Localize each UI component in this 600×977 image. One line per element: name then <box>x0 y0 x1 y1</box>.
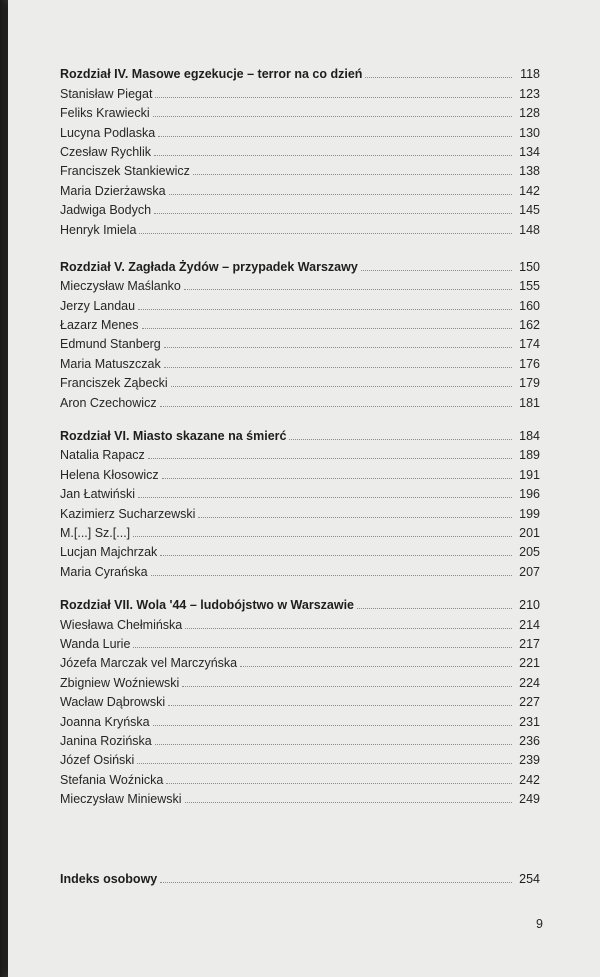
book-page <box>8 0 600 977</box>
entry-page: 199 <box>519 506 540 521</box>
toc-entry[interactable] <box>60 690 540 709</box>
chapter-heading[interactable] <box>60 62 540 81</box>
entry-name: Franciszek Ząbecki <box>60 376 168 391</box>
entry-name: Wacław Dąbrowski <box>60 695 166 710</box>
entry-name: Mieczysław Miniewski <box>60 792 182 807</box>
entry-page: 176 <box>519 356 540 371</box>
toc-entry[interactable] <box>60 767 540 786</box>
dot-leader <box>148 457 512 459</box>
dot-leader <box>137 762 512 764</box>
toc-entry[interactable] <box>60 748 540 767</box>
entry-name: Lucyna Podlaska <box>60 125 156 140</box>
entry-page: 138 <box>519 164 540 179</box>
entry-name: Edmund Stanberg <box>60 337 161 352</box>
entry-page: 201 <box>519 525 540 540</box>
entry-page: 231 <box>519 714 540 729</box>
dot-leader <box>133 535 512 537</box>
dot-leader <box>357 607 512 609</box>
entry-name: Joanna Kryńska <box>60 714 150 729</box>
entry-name: Jerzy Landau <box>60 298 136 313</box>
dot-leader <box>164 366 512 368</box>
toc-entry[interactable] <box>60 482 540 501</box>
entry-name: Maria Cyrańska <box>60 564 148 579</box>
toc-entry[interactable] <box>60 632 540 651</box>
toc-entry[interactable] <box>60 540 540 559</box>
entry-page: 249 <box>519 792 540 807</box>
toc-entry[interactable] <box>60 81 540 100</box>
toc-entry[interactable] <box>60 559 540 578</box>
dot-leader <box>193 173 512 175</box>
section-spacer <box>60 806 540 867</box>
entry-page: 162 <box>519 318 540 333</box>
entry-name: Natalia Rapacz <box>60 448 145 463</box>
toc-entry[interactable] <box>60 501 540 520</box>
toc-entry[interactable] <box>60 178 540 197</box>
dot-leader <box>154 212 512 214</box>
dot-leader <box>154 154 512 156</box>
dot-leader <box>155 96 512 98</box>
entry-page: 123 <box>519 86 540 101</box>
dot-leader <box>160 405 512 407</box>
toc-entry[interactable] <box>60 140 540 159</box>
entry-name: Józef Osiński <box>60 753 135 768</box>
entry-page: 145 <box>519 203 540 218</box>
entry-name: Wanda Lurie <box>60 636 131 651</box>
chapter-page: 118 <box>520 67 540 82</box>
entry-page: 227 <box>519 695 540 710</box>
chapter-title: Rozdział VII. Wola '44 – ludobójstwo w Warszawie <box>60 598 354 613</box>
toc-entry[interactable] <box>60 351 540 370</box>
chapter-page: 210 <box>519 598 540 613</box>
dot-leader <box>139 232 512 234</box>
entry-name: Aron Czechowicz <box>60 395 157 410</box>
entry-page: 130 <box>519 125 540 140</box>
entry-page: 196 <box>519 487 540 502</box>
entry-name: Franciszek Stankiewicz <box>60 164 190 179</box>
toc-entry[interactable] <box>60 332 540 351</box>
entry-page: 181 <box>519 395 540 410</box>
entry-page: 221 <box>519 656 540 671</box>
section-chapter-6 <box>60 424 540 579</box>
toc-entry[interactable] <box>60 612 540 631</box>
section-chapter-7 <box>60 593 540 806</box>
page-number: 9 <box>536 917 543 931</box>
dot-leader <box>153 115 512 117</box>
chapter-page: 150 <box>519 259 540 274</box>
entry-page: 160 <box>519 298 540 313</box>
entry-page: 142 <box>519 183 540 198</box>
toc-entry[interactable] <box>60 787 540 806</box>
toc-entry[interactable] <box>60 120 540 139</box>
dot-leader <box>361 269 512 271</box>
entry-name: Łazarz Menes <box>60 318 139 333</box>
entry-page: 155 <box>519 279 540 294</box>
chapter-heading[interactable] <box>60 255 540 274</box>
section-chapter-4 <box>60 62 540 237</box>
toc-entry[interactable] <box>60 274 540 293</box>
entry-page: 224 <box>519 675 540 690</box>
entry-name: Józefa Marczak vel Marczyńska <box>60 656 238 671</box>
dot-leader <box>289 438 512 440</box>
entry-name: Jadwiga Bodych <box>60 203 152 218</box>
entry-name: M.[...] Sz.[...] <box>60 525 131 540</box>
entry-page: 191 <box>519 467 540 482</box>
toc-entry[interactable] <box>60 390 540 409</box>
dot-leader <box>198 516 512 518</box>
entry-name: Janina Rozińska <box>60 733 152 748</box>
dot-leader <box>153 724 512 726</box>
entry-page: 207 <box>519 564 540 579</box>
dot-leader <box>158 135 512 137</box>
dot-leader <box>133 646 512 648</box>
dot-leader <box>160 881 512 883</box>
dot-leader <box>151 574 512 576</box>
dot-leader <box>162 477 512 479</box>
dot-leader <box>185 627 512 629</box>
dot-leader <box>169 193 512 195</box>
section-spacer <box>60 579 540 593</box>
toc-entry[interactable] <box>60 709 540 728</box>
dot-leader <box>184 288 512 290</box>
dot-leader <box>171 385 512 387</box>
entry-page: 174 <box>519 337 540 352</box>
section-chapter-5 <box>60 255 540 410</box>
toc-entry[interactable] <box>60 159 540 178</box>
entry-name: Czesław Rychlik <box>60 144 151 159</box>
chapter-title: Rozdział V. Zagłada Żydów – przypadek Warszawy <box>60 259 358 274</box>
dot-leader <box>365 76 512 78</box>
dot-leader <box>168 704 512 706</box>
entry-name: Helena Kłosowicz <box>60 467 159 482</box>
entry-page: 239 <box>519 753 540 768</box>
entry-name: Stanisław Piegat <box>60 86 153 101</box>
entry-name: Zbigniew Woźniewski <box>60 675 180 690</box>
toc-entry[interactable] <box>60 313 540 332</box>
index-page: 254 <box>519 872 540 887</box>
entry-page: 134 <box>519 144 540 159</box>
section-spacer <box>60 237 540 255</box>
dot-leader <box>142 327 512 329</box>
entry-page: 242 <box>519 772 540 787</box>
dot-leader <box>166 782 512 784</box>
entry-name: Kazimierz Sucharzewski <box>60 506 196 521</box>
entry-name: Wiesława Chełmińska <box>60 617 183 632</box>
entry-name: Lucjan Majchrzak <box>60 545 158 560</box>
toc-entry[interactable] <box>60 443 540 462</box>
entry-name: Henryk Imiela <box>60 222 137 237</box>
entry-name: Jan Łatwiński <box>60 487 136 502</box>
section-spacer <box>60 410 540 424</box>
entry-page: 214 <box>519 617 540 632</box>
index-entry[interactable] <box>60 867 540 886</box>
toc-entry[interactable] <box>60 198 540 217</box>
dot-leader <box>185 801 512 803</box>
entry-page: 236 <box>519 733 540 748</box>
entry-name: Feliks Krawiecki <box>60 106 150 121</box>
entry-name: Stefania Woźnicka <box>60 772 164 787</box>
entry-page: 189 <box>519 448 540 463</box>
dot-leader <box>138 496 512 498</box>
toc-entry[interactable] <box>60 101 540 120</box>
toc-entry[interactable] <box>60 729 540 748</box>
toc-entry[interactable] <box>60 521 540 540</box>
entry-page: 179 <box>519 376 540 391</box>
dot-leader <box>155 743 512 745</box>
index-title: Indeks osobowy <box>60 872 158 887</box>
dot-leader <box>164 346 512 348</box>
entry-name: Maria Dzierżawska <box>60 183 166 198</box>
book-spine-edge <box>0 0 8 977</box>
dot-leader <box>240 665 512 667</box>
toc-entry[interactable] <box>60 217 540 236</box>
toc-entry[interactable] <box>60 651 540 670</box>
toc-entry[interactable] <box>60 293 540 312</box>
chapter-title: Rozdział IV. Masowe egzekucje – terror na co dzień <box>60 67 363 82</box>
table-of-contents <box>60 62 540 886</box>
entry-page: 217 <box>519 636 540 651</box>
toc-entry[interactable] <box>60 371 540 390</box>
chapter-heading[interactable] <box>60 593 540 612</box>
chapter-page: 184 <box>519 429 540 444</box>
toc-entry[interactable] <box>60 670 540 689</box>
entry-name: Mieczysław Maślanko <box>60 279 181 294</box>
dot-leader <box>160 554 512 556</box>
dot-leader <box>182 685 512 687</box>
entry-page: 148 <box>519 222 540 237</box>
toc-entry[interactable] <box>60 462 540 481</box>
chapter-title: Rozdział VI. Miasto skazane na śmierć <box>60 429 287 444</box>
entry-name: Maria Matuszczak <box>60 356 161 371</box>
entry-page: 128 <box>519 106 540 121</box>
entry-page: 205 <box>519 545 540 560</box>
dot-leader <box>138 308 512 310</box>
chapter-heading[interactable] <box>60 424 540 443</box>
